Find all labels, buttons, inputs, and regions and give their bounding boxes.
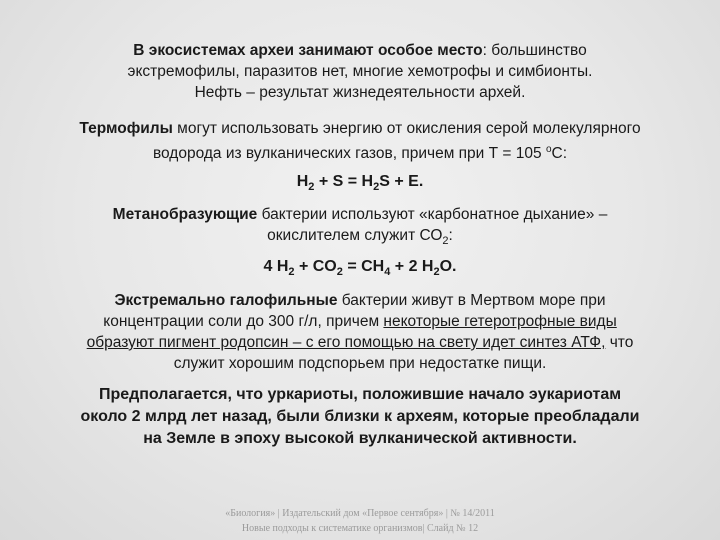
formula-methane (20, 256, 700, 283)
text: могут использовать энергию от окисления серой молекулярного (172, 120, 641, 137)
paragraph-methanogens (20, 204, 700, 252)
text: что (605, 334, 634, 351)
text: O. (439, 258, 457, 275)
text: + CO (294, 258, 337, 275)
text: 4 H (263, 258, 289, 275)
paragraph-halophiles (20, 290, 700, 374)
text: S + E. (379, 173, 424, 190)
subscript: 2 (336, 266, 343, 279)
paragraph-urkaryotes (20, 384, 700, 450)
text: бактерии живут в Мертвом море при (337, 292, 606, 309)
footer-line: Новые подходы к систематике организмов| Слайд № 12 (241, 523, 479, 534)
bold-lead: Экстремально галофильные (114, 292, 338, 309)
subscript: 2 (442, 235, 449, 248)
text: + 2 H (390, 258, 434, 275)
text: Предполагается, что уркариоты, положившие начало эукариотам (98, 386, 622, 403)
bold-lead: В экосистемах археи занимают особое место (133, 42, 483, 59)
text: : (448, 227, 453, 244)
text: служит хорошим подспорьем при недостатке пищи. (173, 355, 547, 372)
text: экстремофилы, паразитов нет, многие хемотрофы и симбионты. (127, 63, 593, 80)
text: на Земле в эпоху высокой вулканической активности. (143, 430, 577, 447)
text: H (296, 173, 309, 190)
paragraph-thermophiles (20, 118, 700, 164)
text: концентрации соли до 300 г/л, причем (103, 313, 384, 330)
formula-hydrogen-sulfur (20, 171, 700, 198)
subscript: 4 (384, 266, 391, 279)
text: бактерии используют «карбонатное дыхание» – (257, 206, 608, 223)
subscript: 2 (433, 266, 440, 279)
text: Нефть – результат жизнедеятельности архей. (194, 84, 526, 101)
text: около 2 млрд лет назад, были близки к археям, которые преобладали (80, 408, 640, 425)
text: водорода из вулканических газов, причем при Т = 105 (152, 145, 542, 163)
underlined-text: образуют пигмент родопсин – с его помощью на свету идет синтез АТФ, (86, 334, 606, 351)
subscript: 2 (308, 181, 315, 194)
bold-lead: Метанобразующие (112, 206, 258, 223)
text: окислителем служит СО (267, 227, 443, 244)
subscript: 2 (288, 266, 295, 279)
text: + S = H (314, 173, 374, 190)
text: = CH (342, 258, 385, 275)
paragraph-archaea-ecosystems (20, 40, 700, 103)
underlined-text: некоторые гетеротрофные виды (383, 313, 617, 330)
text: : большинство (482, 42, 587, 59)
text: С: (551, 145, 568, 163)
subscript: 2 (373, 181, 380, 194)
slide-footer (0, 506, 720, 536)
bold-lead: Термофилы (79, 120, 173, 137)
footer-line: «Биология» | Издательский дом «Первое сентября» | № 14/2011 (225, 508, 495, 519)
degree-sign: о (545, 144, 552, 155)
